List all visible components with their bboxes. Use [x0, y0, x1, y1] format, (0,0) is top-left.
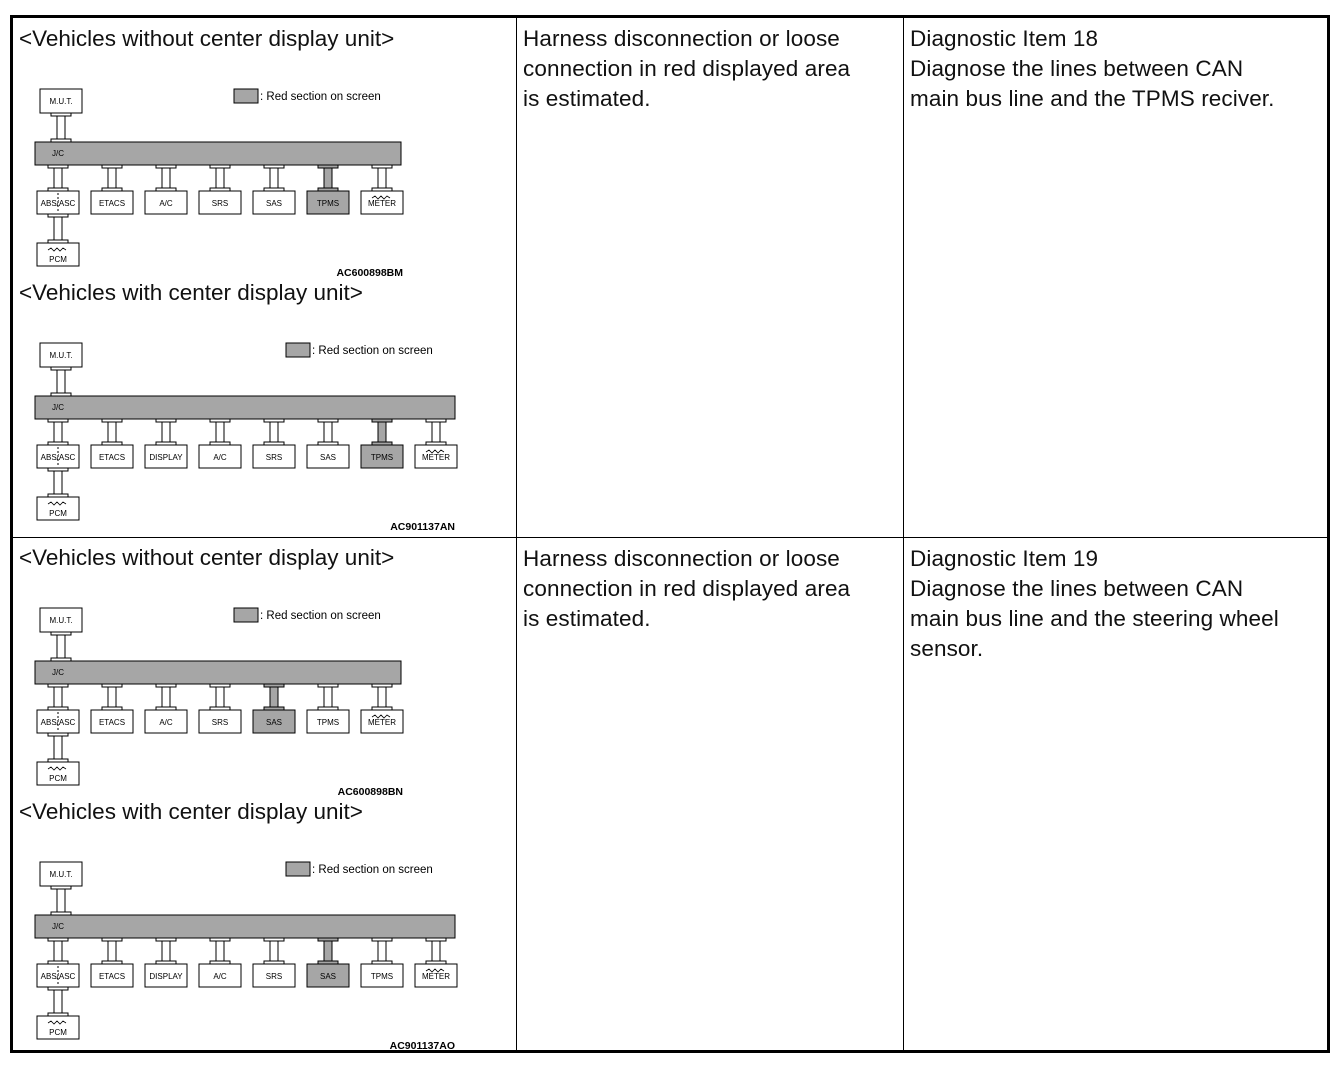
ecu-label: TPMS: [316, 718, 340, 727]
diagram-cell: [13, 538, 516, 1051]
figure-heading: <Vehicles without center display unit>: [19, 545, 395, 570]
figure-heading: <Vehicles without center display unit>: [19, 26, 395, 51]
connector-stem: [54, 168, 62, 188]
connector-stem: [57, 116, 65, 139]
ecu-label: A/C: [159, 199, 173, 208]
connector-stem: [216, 687, 224, 707]
connector-stem: [162, 168, 170, 188]
diagnostic-table: [10, 15, 1330, 1053]
ecu-label: A/C: [213, 972, 227, 981]
legend-swatch: [286, 862, 310, 876]
figure-heading: <Vehicles with center display unit>: [19, 280, 363, 305]
connector-stem: [57, 635, 65, 658]
legend-swatch: [286, 343, 310, 357]
connector-stem: [270, 687, 278, 707]
table-row: [13, 537, 1327, 1051]
ecu-label: TPMS: [370, 972, 394, 981]
jc-label: J/C: [52, 149, 64, 158]
jc-bus: [35, 661, 401, 684]
legend-swatch: [234, 608, 258, 622]
can-diagram: [19, 322, 459, 532]
can-diagram: [19, 841, 459, 1051]
connector-stem: [108, 941, 116, 961]
jc-label: J/C: [52, 668, 64, 677]
ecu-label: DISPLAY: [149, 972, 183, 981]
diagram-cell: [13, 18, 516, 537]
can-diagram: [19, 587, 419, 797]
ecu-label: METER: [422, 972, 450, 981]
connector-stem: [432, 941, 440, 961]
connector-stem: [162, 687, 170, 707]
mut-label: M.U.T.: [49, 616, 73, 625]
cause-line: Harness disconnection or loose: [523, 546, 840, 571]
connector-stem: [378, 422, 386, 442]
figure-code: AC901137AO: [389, 1040, 455, 1051]
connector-stem: [162, 941, 170, 961]
diagnostic-cell: [903, 538, 1327, 1051]
ecu-label: SAS: [265, 199, 283, 208]
cause-line: connection in red displayed area: [523, 56, 851, 81]
connector-stem: [378, 941, 386, 961]
cause-line: connection in red displayed area: [523, 576, 851, 601]
ecu-label: METER: [368, 199, 396, 208]
connector-stem: [108, 422, 116, 442]
jc-bus: [35, 396, 455, 419]
mut-label: M.U.T.: [49, 351, 73, 360]
ecu-label: A/C: [159, 718, 173, 727]
ecu-label: ABS/ASC: [40, 718, 76, 727]
figure-code: AC600898BM: [336, 267, 403, 278]
pcm-label: PCM: [49, 1028, 67, 1037]
diagnostic-line: Diagnose the lines between CAN: [910, 576, 1244, 601]
pcm-label: PCM: [49, 509, 67, 518]
legend-label: : Red section on screen: [260, 91, 381, 103]
jc-label: J/C: [52, 922, 64, 931]
connector-stem: [216, 941, 224, 961]
ecu-label: ETACS: [98, 972, 126, 981]
jc-bus: [35, 915, 455, 938]
table-row: [13, 18, 1327, 537]
figure-heading: <Vehicles with center display unit>: [19, 799, 363, 824]
diagnostic-item-title: Diagnostic Item 19: [910, 546, 1099, 571]
cause-line: is estimated.: [523, 86, 651, 111]
ecu-label: SRS: [211, 718, 229, 727]
connector-stem: [54, 422, 62, 442]
cause-text: [517, 18, 903, 114]
ecu-label: SRS: [265, 972, 283, 981]
ecu-label: ETACS: [98, 718, 126, 727]
connector-stem: [270, 168, 278, 188]
connector-stem: [54, 990, 62, 1013]
connector-stem: [216, 168, 224, 188]
diagnostic-cell: [903, 18, 1327, 537]
connector-stem: [324, 687, 332, 707]
connector-stem: [432, 422, 440, 442]
connector-stem: [270, 941, 278, 961]
ecu-label: SAS: [319, 972, 337, 981]
ecu-label: ETACS: [98, 199, 126, 208]
mut-label: M.U.T.: [49, 870, 73, 879]
ecu-label: SRS: [265, 453, 283, 462]
connector-stem: [216, 422, 224, 442]
connector-stem: [57, 889, 65, 912]
mut-label: M.U.T.: [49, 97, 73, 106]
connector-stem: [324, 168, 332, 188]
diagnostic-item-title: Diagnostic Item 18: [910, 26, 1099, 51]
connector-stem: [54, 736, 62, 759]
ecu-label: DISPLAY: [149, 453, 183, 462]
ecu-label: METER: [368, 718, 396, 727]
cause-cell: [516, 538, 903, 1051]
connector-stem: [54, 471, 62, 494]
connector-stem: [57, 370, 65, 393]
connector-stem: [54, 941, 62, 961]
figure-code: AC901137AN: [390, 521, 455, 532]
ecu-label: TPMS: [316, 199, 340, 208]
diagnostic-line: main bus line and the steering wheel: [910, 606, 1279, 631]
ecu-label: ABS/ASC: [40, 453, 76, 462]
diagnostic-line: main bus line and the TPMS reciver.: [910, 86, 1275, 111]
ecu-label: ABS/ASC: [40, 972, 76, 981]
ecu-label: METER: [422, 453, 450, 462]
connector-stem: [54, 687, 62, 707]
connector-stem: [270, 422, 278, 442]
connector-stem: [54, 217, 62, 240]
cause-line: Harness disconnection or loose: [523, 26, 840, 51]
legend-label: : Red section on screen: [312, 864, 433, 876]
ecu-label: ABS/ASC: [40, 199, 76, 208]
diagnostic-line: sensor.: [910, 636, 984, 661]
ecu-label: A/C: [213, 453, 227, 462]
cause-cell: [516, 18, 903, 537]
connector-stem: [108, 168, 116, 188]
cause-text: [517, 538, 903, 634]
figure-code: AC600898BN: [337, 786, 403, 797]
diagnostic-text: [904, 538, 1327, 664]
connector-stem: [378, 687, 386, 707]
jc-label: J/C: [52, 403, 64, 412]
ecu-label: TPMS: [370, 453, 394, 462]
connector-stem: [378, 168, 386, 188]
connector-stem: [108, 687, 116, 707]
pcm-label: PCM: [49, 774, 67, 783]
ecu-label: SAS: [265, 718, 283, 727]
cause-line: is estimated.: [523, 606, 651, 631]
legend-label: : Red section on screen: [260, 610, 381, 622]
connector-stem: [162, 422, 170, 442]
ecu-label: SAS: [319, 453, 337, 462]
can-diagram: [19, 68, 419, 278]
jc-bus: [35, 142, 401, 165]
legend-label: : Red section on screen: [312, 345, 433, 357]
connector-stem: [324, 422, 332, 442]
diagnostic-line: Diagnose the lines between CAN: [910, 56, 1244, 81]
pcm-label: PCM: [49, 255, 67, 264]
ecu-label: ETACS: [98, 453, 126, 462]
legend-swatch: [234, 89, 258, 103]
connector-stem: [324, 941, 332, 961]
diagnostic-text: [904, 18, 1327, 114]
ecu-label: SRS: [211, 199, 229, 208]
